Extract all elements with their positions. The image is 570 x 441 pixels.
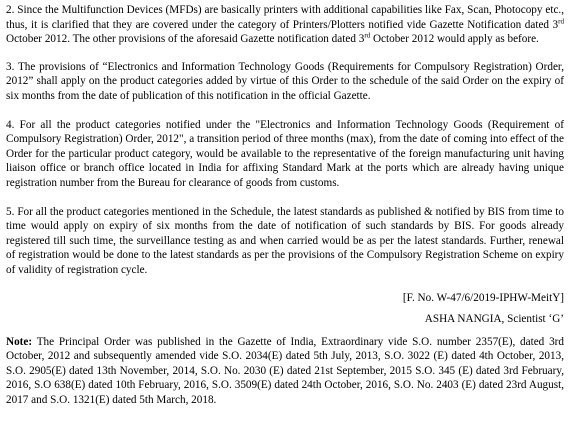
signatory: ASHA NANGIA, Scientist ‘G’ — [424, 313, 564, 326]
paragraph-5: 5. For all the product categories mentioned in the Schedule, the latest standards as published & notified by BIS from time to time would apply on expiry of six months from the date of notification of such standards by BIS. For goods already registered till such time, the surveillance testing as and when carried would be as per the latest standards. Further, renewal of registration would be done to the latest standards as per the provisions of the Compulsory Registration Scheme on expiry of validity of registration cycle. — [6, 205, 564, 276]
paragraph-4: 4. For all the product categories notified under the "Electronics and Information Technology Goods (Requirement of Compulsory Registration) Order, 2012", a transition period of three months (max), from the date of coming into effect of the Order for the particular product category, would be available to the representative of the foreign manufacturing unit having liaison office or branch office located in India for affixing Standard Mark at the ports which are already having unique registration number from the Bureau for clearance of goods from customs. — [6, 118, 564, 189]
paragraph-2 — [6, 3, 564, 47]
paragraph-2-text-c: October 2012 would apply as before. — [370, 33, 539, 46]
paragraph-2-text-a: 2. Since the Multifunction Devices (MFDs) are basically printers with additional capabilities like Fax, Scan, Photocopy etc., thus, it is clarified that they are covered under the category of Printers/Plotters notified vide Gazette Notification dated 3 — [6, 4, 564, 31]
paragraph-2-text-b: October 2012. The other provisions of the aforesaid Gazette notification dated 3 — [6, 33, 365, 46]
file-reference: [F. No. W-47/6/2019-IPHW-MeitY] — [402, 291, 564, 304]
note-paragraph — [6, 335, 564, 408]
paragraph-3: 3. The provisions of “Electronics and Information Technology Goods (Requirements for Compulsory Registration) Order, 2012” shall apply on the product categories added by virtue of this Order to the schedule of the said Order on the expiry of six months from the date of publication of this notification in the official Gazette. — [6, 60, 564, 102]
note-text: The Principal Order was published in the Gazette of India, Extraordinary vide S.O. number 2357(E), dated 3rd October, 2012 and subsequently amended vide S.O. 2034(E) dated 5th July, 2013, S.O. 3022 (E) dated 4th October, 2013, S.O. 2905(E) dated 13th November, 2014, S.O. No. 2030 (E) dated 21st September, 2015 S.O. 345 (E) dated 3rd February, 2016, S.O 638(E) dated 10th February, 2016, S.O. 3509(E) dated 24th October, 2016, S.O. No. 2403 (E) dated 23rd August, 2017 and S.O. 1321(E) dated 5th March, 2018. — [6, 335, 564, 407]
superscript-rd-2: rd — [364, 31, 371, 40]
superscript-rd-1: rd — [558, 16, 564, 25]
note-label: Note: — [6, 335, 33, 348]
